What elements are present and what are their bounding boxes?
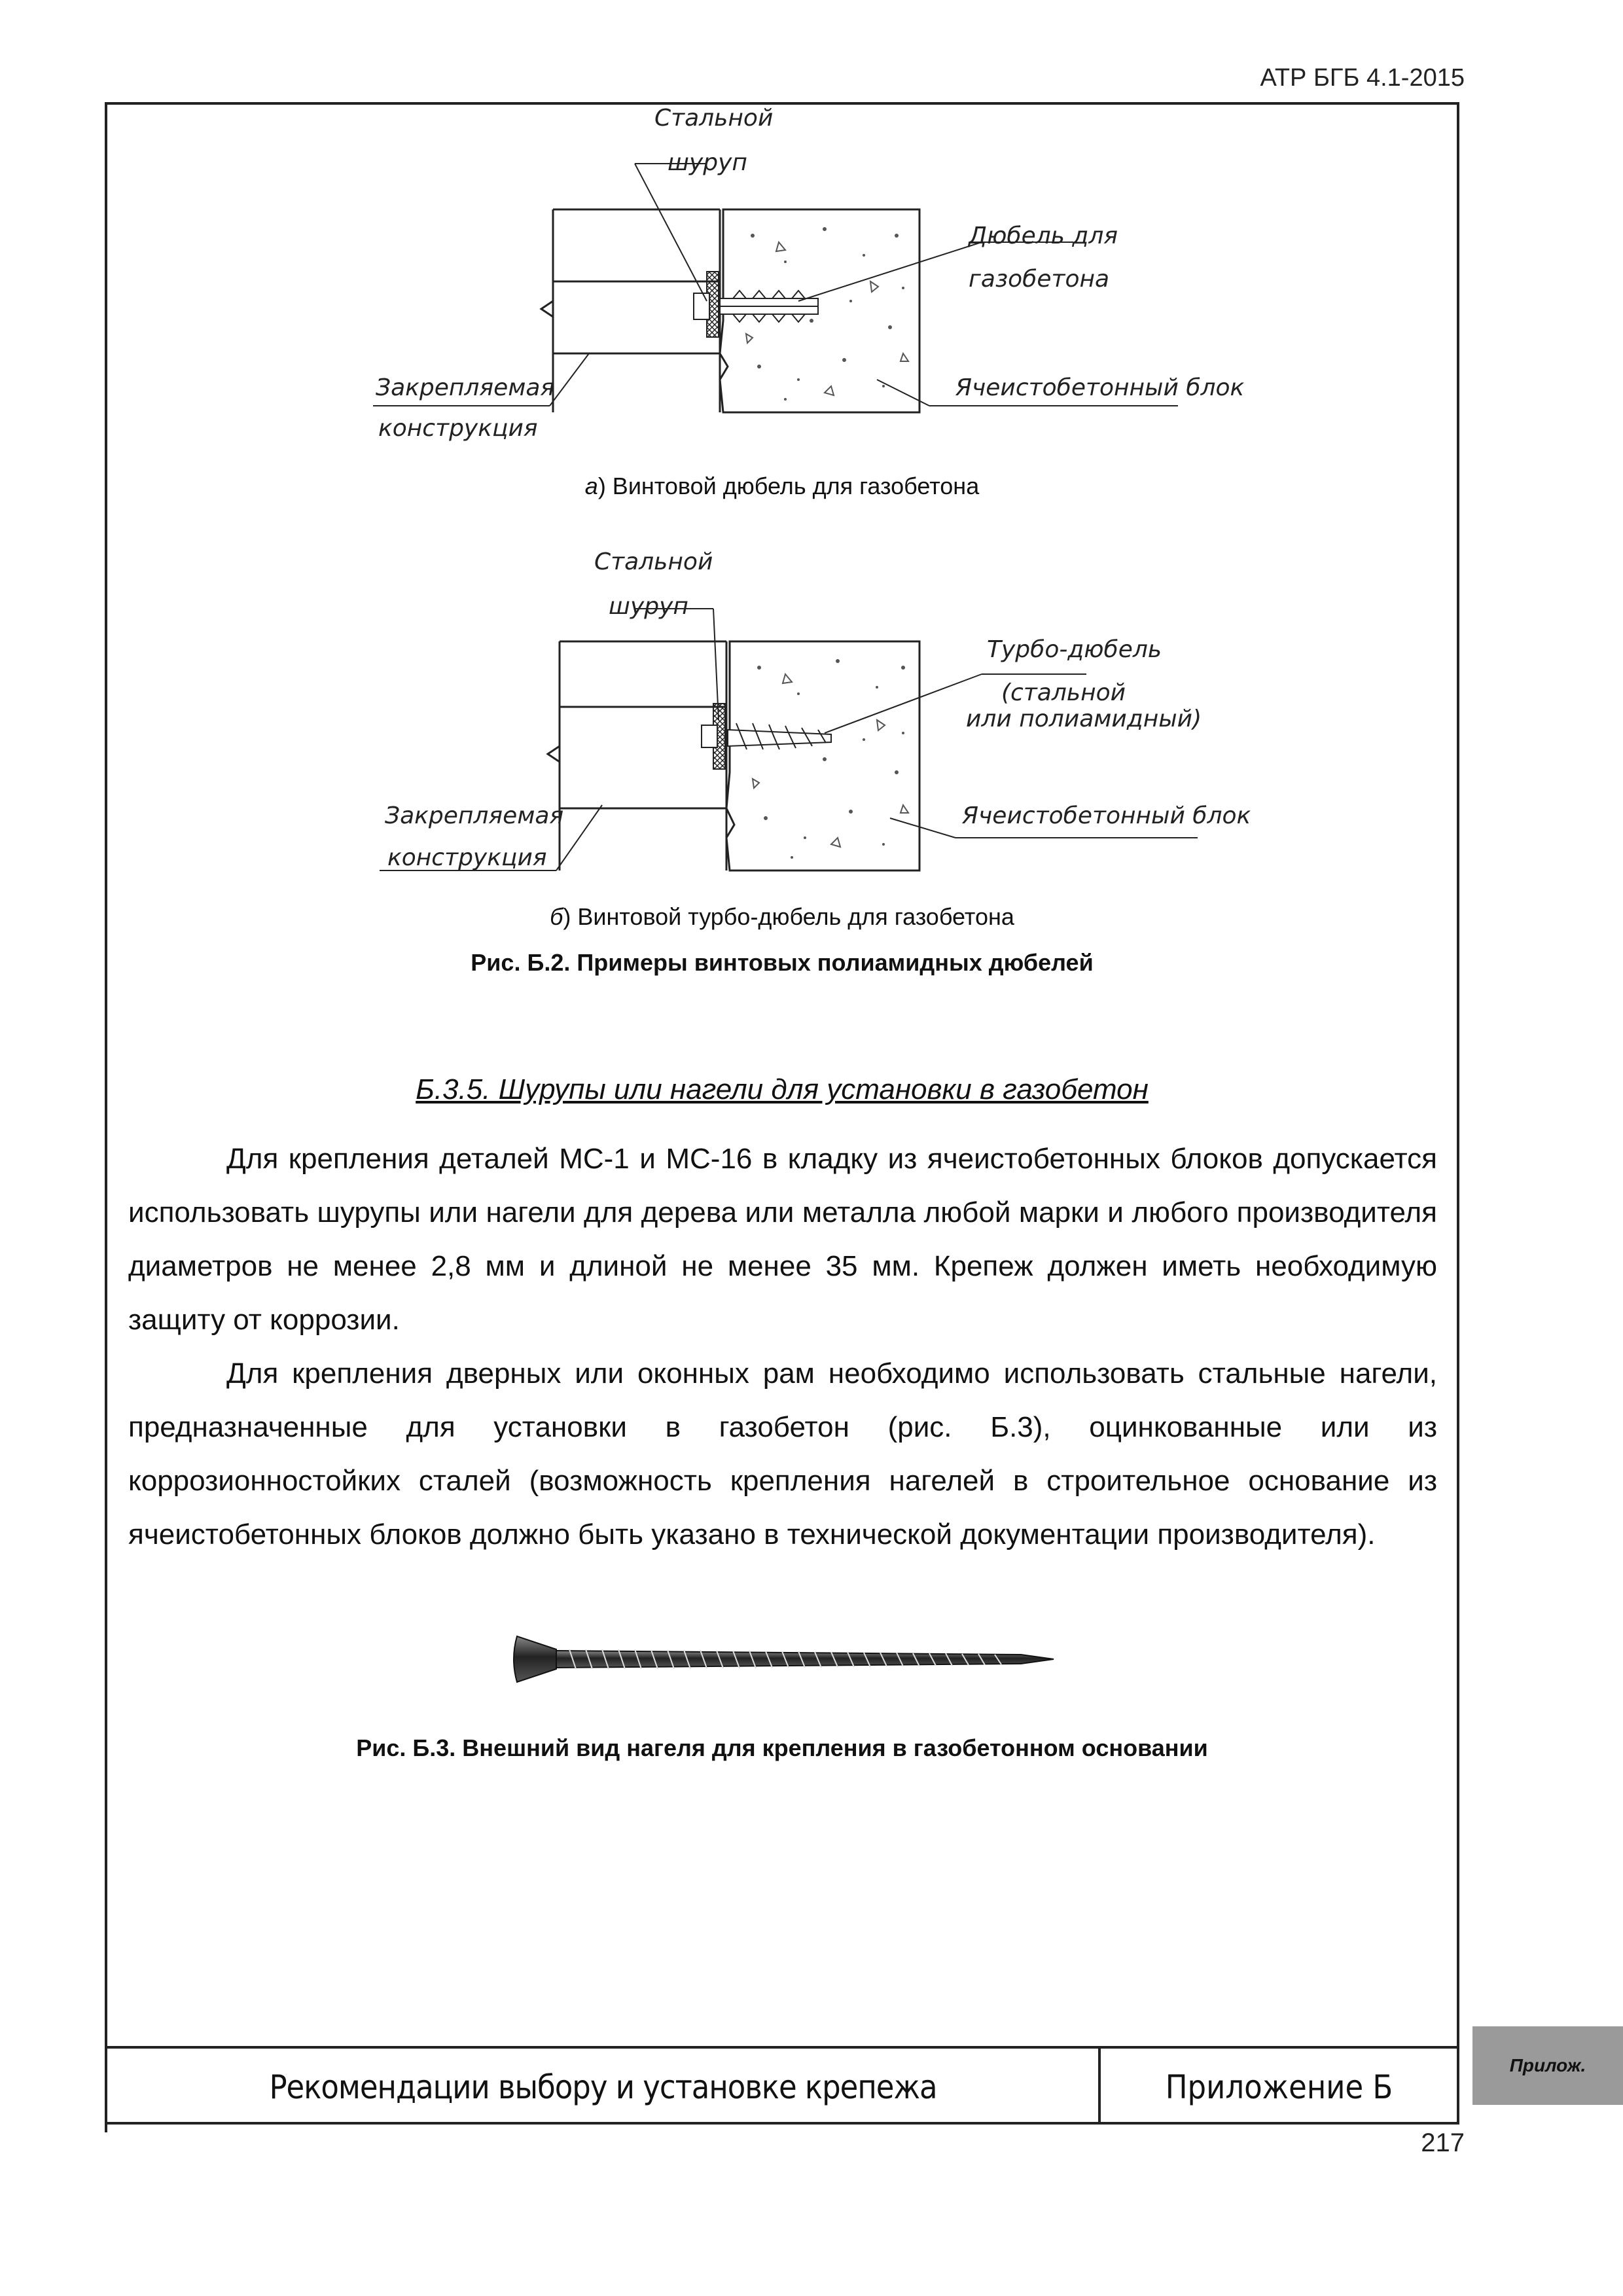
document-code: АТР БГБ 4.1-2015 [1260, 64, 1465, 92]
caption-letter: а [584, 473, 598, 499]
label-steel-screw-a-1: Стальной [654, 105, 774, 132]
label-structure-a-2: конструкция [378, 415, 538, 442]
section-title: Б.3.5. Шурупы или нагели для установки в газобетон [416, 1073, 1149, 1105]
frame-tick [105, 2036, 107, 2045]
label-block-a: Ячеистобетонный блок [955, 374, 1245, 401]
label-turbo-b-3: или полиамидный) [966, 706, 1202, 732]
paragraph: Для крепления деталей МС-1 и МС-16 в кладку из ячеистобетонных блоков допускается использовать шурупы или нагели для дерева или металла любой марки и любого производителя диаметров не менее 2,8 мм и длиной не менее 35 мм. Крепеж должен иметь необходимую защиту от коррозии. [128, 1143, 1437, 1336]
label-turbo-b-1: Турбо-дюбель [987, 636, 1162, 663]
caption-text: ) Винтовой турбо-дюбель для газобетона [563, 903, 1014, 930]
label-structure-b-1: Закрепляемая [385, 802, 564, 829]
figure-b3-nail-image [510, 1617, 1067, 1702]
label-block-b: Ячеистобетонный блок [962, 802, 1251, 829]
caption-figure-b2a [105, 473, 1459, 500]
caption-letter: б [550, 903, 563, 930]
aerated-block-b [726, 641, 919, 870]
label-turbo-b-2: (стальной [1001, 679, 1126, 706]
footer-appendix-label: Приложение Б [1165, 2068, 1393, 2106]
paragraph: Для крепления дверных или оконных рам необходимо использовать стальные нагели, предназначенные для установки в газобетон (рис. Б.3), оцинкованные или из коррозионностойких сталей (возможность крепления нагелей в строительное основание из ячеистобетонных блоков должно быть указано в технической документации производителя). [128, 1357, 1437, 1551]
footer-document-title: Рекомендации выбору и установке крепежа [269, 2068, 937, 2106]
fixed-structure-b [548, 641, 726, 870]
label-steel-screw-a-2: шуруп [668, 149, 747, 176]
label-structure-a-1: Закрепляемая [376, 374, 555, 401]
label-steel-screw-b-1: Стальной [594, 548, 713, 575]
label-dowel-a-2: газобетона [969, 266, 1110, 293]
frame-tick [1457, 2036, 1459, 2045]
appendix-side-tab: Прилож. [1472, 2026, 1623, 2105]
caption-text: ) Винтовой дюбель для газобетона [597, 473, 980, 499]
label-steel-screw-b-2: шуруп [609, 593, 688, 620]
label-structure-b-2: конструкция [387, 844, 547, 871]
caption-figure-b2b [105, 903, 1459, 931]
label-dowel-a-1: Дюбель для [969, 223, 1118, 249]
figure-b3-title: Рис. Б.3. Внешний вид нагеля для крепления в газобетонном основании [356, 1734, 1208, 1761]
section-body [128, 1132, 1437, 1562]
page-number: 217 [1421, 2128, 1465, 2157]
figure-b2-title: Рис. Б.2. Примеры винтовых полиамидных дюбелей [471, 949, 1094, 976]
